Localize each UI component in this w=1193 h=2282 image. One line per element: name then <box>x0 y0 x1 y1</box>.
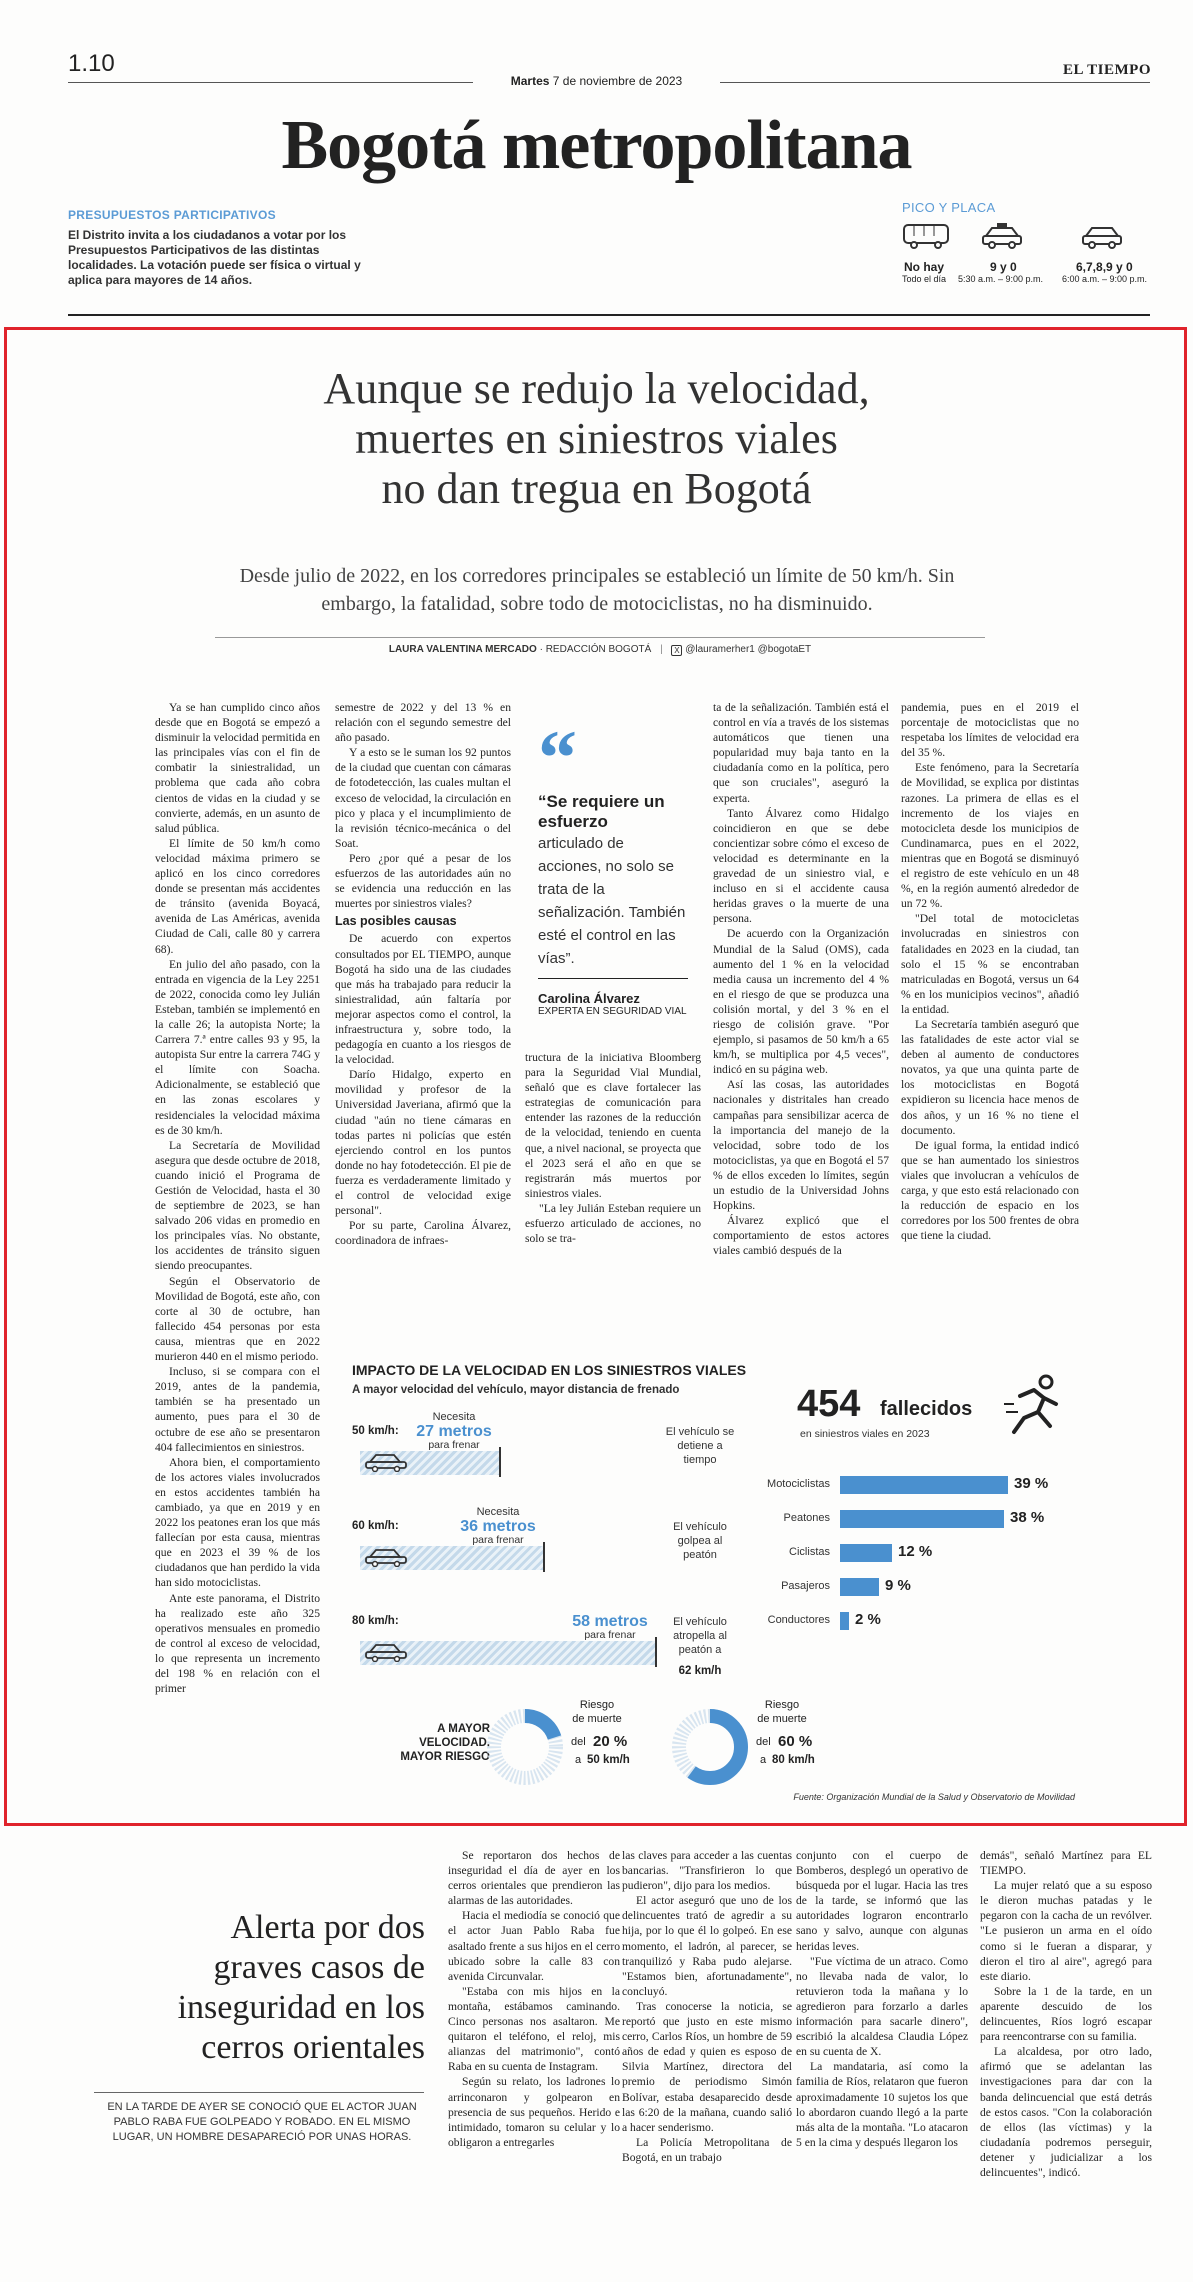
need-text: Necesita <box>476 1506 520 1518</box>
brake-text: para frenar <box>472 1534 524 1546</box>
section-title: Bogotá metropolitana <box>281 107 912 184</box>
second-col-2 <box>622 1848 792 2268</box>
car-icon <box>364 1547 408 1567</box>
quote-name: Carolina Álvarez <box>538 991 640 1006</box>
bar-category-label: Motociclistas <box>767 1478 830 1490</box>
byline-sep: | <box>660 644 663 655</box>
meters-value: 27 metros <box>416 1423 492 1440</box>
risk-title: Riesgo <box>579 1699 615 1711</box>
article-col-2 <box>335 700 511 1360</box>
second-col-1 <box>448 1848 620 2268</box>
second-headline-l3: inseguridad en los <box>177 1989 425 2026</box>
speed-label: 80 km/h: <box>352 1615 399 1627</box>
paragraph: Ante este panorama, el Distrito ha realizado este año 325 operativos mensuales en promedio de control al exceso de velocidad, lo que representa un incremento del 198 % en relación con el primer <box>155 1591 320 1696</box>
taxi-icon <box>980 222 1024 250</box>
outcome-text: El vehículo atropella al peatón a <box>673 1616 727 1656</box>
quote-mark-icon: “ <box>538 714 577 801</box>
paragraph: La Secretaría también aseguró que las fatalidades de este actor vial se deben al aumento de conductores novatos, ya que una quinta parte de los motociclistas en Bogotá expidieron su licencia hace menos de dos años, y un 16 % no tiene el documento. <box>901 1017 1079 1137</box>
paragraph: conjunto con el cuerpo de Bomberos, desplegó un operativo de búsqueda por el lugar. Hacia las tres de la tarde, se informó que las autoridades lograron encontrarlo sano y salvo, aunque con algunas heridas leves. <box>796 1849 968 1953</box>
paragraph: pandemia, pues en el 2019 el porcentaje de motociclistas que no respetaba los límites de velocidad era del 35 %. <box>901 701 1079 760</box>
bar-end-marker <box>655 1637 657 1667</box>
risk-at: a <box>760 1754 767 1766</box>
bar <box>840 1510 1004 1528</box>
bar <box>840 1544 892 1562</box>
bar-end-marker <box>543 1542 545 1572</box>
pico-car-sub: 6:00 a.m. – 9:00 p.m. <box>1062 274 1148 284</box>
meters-value: 58 metros <box>572 1613 648 1630</box>
quote-lead: “Se requiere un esfuerzo <box>538 792 665 831</box>
deaths-sub: en siniestros viales en 2023 <box>800 1428 930 1440</box>
source-note: Fuente: Organización Mundial de la Salud y Observatorio de Movilidad <box>793 1792 1075 1802</box>
pico-taxi-sub: 5:30 a.m. – 9:00 p.m. <box>958 274 1044 284</box>
quote-rest: articulado de acciones, no solo se trata de la señalización. También esté el control en las vías”. <box>538 835 686 967</box>
risk-donut <box>480 1702 570 1792</box>
pico-bus-sub: Todo el día <box>902 274 947 284</box>
paragraph: En julio del año pasado, con la entrada en vigencia de la Ley 2251 de 2022, conocida como ley Julián Esteban, también se implementó en la calle 26; la autopista Norte; la Carrera 7.ª entre calles 93 y 95, la autopista Sur entre la carrera 74G y el límite con Soacha. Adicionalmente, se estableció que en las zonas escolares y residenciales la velocidad máxima es de 30 km/h. <box>155 957 320 1137</box>
x-icon: X <box>671 645 682 656</box>
infographic-subtitle: A mayor velocidad del vehículo, mayor distancia de frenado <box>352 1384 680 1396</box>
paragraph: "Del total de motocicletas involucradas en siniestros con fatalidades en 2023 en la ciudad, tan solo el 15 % se encontraban matriculadas en Bogotá, versus un 64 % en los municipios vecinos", añadió la entidad. <box>901 912 1079 1016</box>
car-icon <box>364 1642 408 1662</box>
byline-rule <box>215 637 985 638</box>
bar-value-label: 12 % <box>898 1543 933 1560</box>
paragraph: Darío Hidalgo, experto en movilidad y profesor de la Universidad Javeriana, afirmó que la ciudad "aún no tiene cámaras en todas partes ni policías que estén ejerciendo control en los puntos donde no hay fotodetección. El pie de fuerza es verdaderamente limitado y el control de velocidad exige personal". <box>335 1068 511 1218</box>
header-rule-left <box>68 82 473 83</box>
paragraph: El límite de 50 km/h como velocidad máxima primero se aplicó en los cinco corredores donde se presentan más accidentes de tránsito (avenida Boyacá, avenida de Las Américas, avenida Ciudad de Cali, calle 80 y carrera 68). <box>155 836 320 956</box>
date-rest: 7 de noviembre de 2023 <box>552 74 683 88</box>
paragraph: Incluso, si se compara con el 2019, antes de la pandemia, también se ha presentado un aumento, pues para el 30 de octubre de ese año se presentaron 404 fallecimientos en siniestros. <box>155 1365 320 1454</box>
paragraph: La Secretaría de Movilidad asegura que desde octubre de 2018, cuando inició el Programa de Gestión de Velocidad, hasta el 30 de septiembre de 2023, se han salvado 206 vidas en promedio en los principales vías. No obstante, los accidentes de tránsito siguen siendo preocupantes. <box>155 1138 320 1273</box>
risk-title-2: de muerte <box>572 1713 622 1725</box>
bar-value-label: 9 % <box>885 1577 911 1594</box>
brand-logo: EL TIEMPO <box>1063 62 1151 78</box>
bar-category-label: Conductores <box>767 1614 830 1626</box>
quote-rule <box>538 978 688 979</box>
risk-pct: 20 % <box>593 1733 628 1750</box>
header-rule-right <box>720 82 1150 83</box>
second-headline-l4: cerros orientales <box>201 2029 425 2066</box>
pull-quote <box>538 714 688 1017</box>
victims-bar-chart <box>750 1476 1080 1646</box>
article-deck: Desde julio de 2022, en los corredores principales se estableció un límite de 50 km/h. Sin embargo, la fatalidad, sobre todo de motociclistas, no ha disminuido. <box>239 565 955 615</box>
second-col-3 <box>796 1848 968 2268</box>
outcome-text: El vehículo golpea al peatón <box>673 1521 727 1561</box>
page-date <box>473 74 720 88</box>
bar-value-label: 38 % <box>1010 1509 1045 1526</box>
infographic <box>350 1362 1080 1812</box>
pico-taxi-label: 9 y 0 <box>990 260 1017 274</box>
brake-text: para frenar <box>584 1629 636 1641</box>
meters-value: 36 metros <box>460 1518 536 1535</box>
paragraph: las claves para acceder a las cuentas bancarias. "Transfirieron lo que pudieron", dijo para los medios. <box>622 1849 792 1893</box>
section-divider <box>68 314 1150 316</box>
article-headline <box>0 364 1193 514</box>
risk-label-l1: A MAYOR VELOCIDAD, <box>419 1723 490 1749</box>
page-number: 1.10 <box>68 50 115 77</box>
bar-category-label: Pasajeros <box>781 1580 830 1592</box>
paragraph: Tras conocerse la noticia, se reportó que justo en este mismo cerro, Carlos Ríos, un hombre de 59 años de edad y quien es esposo de Silvia Martínez, directora del premio de periodismo Simón Bolívar, estaba desaparecido desde las 6:20 de la mañana, cuando salió a hacer senderismo. <box>622 1999 792 2134</box>
promo-kicker: PRESUPUESTOS PARTICIPATIVOS <box>68 208 276 222</box>
headline-line-2: muertes en siniestros viales <box>355 414 838 463</box>
risk-title-2: de muerte <box>757 1713 807 1725</box>
paragraph: La mandataria, así como la familia de Ríos, relataron que fueron aproximadamente 10 sujetos los que lo abordaron cuando llegó a la parte más alta de la montaña. "Lo atacaron 5 en la cima y después llegaron los <box>796 2060 968 2149</box>
car-icon <box>1080 222 1124 250</box>
risk-label-l2: MAYOR RIESGO <box>400 1751 490 1763</box>
paragraph: De igual forma, la entidad indicó que se han aumentado los siniestros viales que involucran a vehículos de carga, y que esto está relacionado con la reducción de espacio en los corredores por los 500 frentes de obra que tiene la ciudad. <box>901 1138 1079 1243</box>
risk-title: Riesgo <box>764 1699 800 1711</box>
pico-title: PICO Y PLACA <box>902 200 996 215</box>
second-headline <box>80 1908 425 2068</box>
paragraph: El actor aseguró que uno de los delincuentes trató de agredir a su hija, por lo que él lo golpeó. En ese momento, el ladrón, al parecer, se tranquilizó y Raba pudo alejarse. "Estamos bien, afortunadamente", concluyó. <box>622 1894 792 1998</box>
paragraph: Sobre la 1 de la tarde, en un aparente descuido de los delincuentes, Ríos logró escapar para reencontrarse con su familia. <box>980 1984 1152 2044</box>
speed-label: 60 km/h: <box>352 1520 399 1532</box>
quote-role: EXPERTA EN SEGURIDAD VIAL <box>538 1006 687 1017</box>
bar <box>840 1612 849 1630</box>
risk-speed: 50 km/h <box>587 1754 630 1766</box>
risk-del: del <box>756 1736 771 1748</box>
runner-icon <box>1002 1374 1064 1436</box>
brake-text: para frenar <box>428 1439 480 1451</box>
byline <box>215 644 985 656</box>
paragraph: La Policía Metropolitana de Bogotá, en un trabajo <box>622 2135 792 2164</box>
second-headline-l1: Alerta por dos <box>230 1909 425 1946</box>
article-col-4 <box>713 700 889 1360</box>
risk-del: del <box>571 1736 586 1748</box>
pico-bus-label: No hay <box>904 260 945 274</box>
speed-label: 50 km/h: <box>352 1425 399 1437</box>
bar-end-marker <box>499 1447 501 1477</box>
infographic-title: IMPACTO DE LA VELOCIDAD EN LOS SINIESTROS VIALES <box>352 1362 747 1378</box>
bar <box>840 1578 879 1596</box>
risk-at: a <box>575 1754 582 1766</box>
paragraph: ta de la señalización. También está el control en vía a través de los sistemas automáticos que tienen una popularidad muy baja tanto en la ciudadanía como en la política, pero que son cruciales", aseguró la experta. <box>713 701 889 805</box>
deaths-number: 454 <box>797 1383 861 1425</box>
article-col-1 <box>155 700 320 1806</box>
outcome-text: El vehículo se detiene a tiempo <box>665 1426 735 1466</box>
bus-icon <box>902 222 952 250</box>
paragraph: demás", señaló Martínez para EL TIEMPO. <box>980 1849 1152 1878</box>
paragraph: tructura de la iniciativa Bloomberg para la Seguridad Vial Mundial, señaló que es clave fortalecer las estrategias de comunicación para entender las razones de la reducción de la velocidad, teniendo en cuenta que, a nivel nacional, se proyecta que el 2023 será el año en que se registrarán más muertos por siniestros viales. <box>525 1051 701 1200</box>
second-rule <box>94 2092 424 2093</box>
bar-value-label: 2 % <box>855 1611 881 1628</box>
paragraph: Según su relato, los ladrones lo arrinconaron y golpearon en presencia de sus pequeños. Herido e intimidado, tomaron su celular y lo obligaron a entregarles <box>448 2075 620 2149</box>
paragraph: Según el Observatorio de Movilidad de Bogotá, este año, con corte al 30 de octubre, han fallecido 454 personas por esta causa, mientras que en 2022 murieron 440 en el mismo periodo. <box>155 1274 320 1364</box>
headline-line-3: no dan tregua en Bogotá <box>381 464 812 513</box>
risk-pct: 60 % <box>778 1733 813 1750</box>
risk-donut <box>665 1702 755 1792</box>
paragraph: semestre de 2022 y del 13 % en relación con el segundo semestre del año pasado. <box>335 701 511 745</box>
paragraph: Ya se han cumplido cinco años desde que en Bogotá se empezó a disminuir la velocidad permitida en las principales vías con el fin de combatir la siniestralidad, un problema que cada año cobra cientos de vidas en la ciudad y se convierte, además, en un asunto de salud pública. <box>155 701 320 835</box>
byline-social: @lauramerher1 @bogotaET <box>685 644 812 655</box>
second-lede: EN LA TARDE DE AYER SE CONOCIÓ QUE EL ACTOR JUAN PABLO RABA FUE GOLPEADO Y ROBADO. EN EL MISMO LUGAR, UN HOMBRE DESAPARECIÓ POR UNAS HORAS. <box>107 2101 417 2143</box>
paragraph: De acuerdo con expertos consultados por EL TIEMPO, aunque Bogotá ha sido una de las ciudades que más ha trabajado para reducir la siniestralidad, aún faltaría por mejorar aspectos como el control, la infraestructura y, sobre todo, la pedagogía en cuanto a los riesgos de la velocidad. <box>335 932 511 1067</box>
paragraph: La alcaldesa, por otro lado, afirmó que se adelantan las investigaciones para dar con la banda delincuencial que está detrás de estos casos. "Con la colaboración de ellos (las víctimas) y la ciudadanía podremos perseguir, detener y judicializar a los delincuentes", indicó. <box>980 2045 1152 2179</box>
risk-label <box>390 1722 490 1764</box>
risk-speed: 80 km/h <box>772 1754 815 1766</box>
paragraph: Y a esto se le suman los 92 puntos de la ciudad que cuentan con cámaras de fotodetección, las cuales multan el exceso de velocidad, la circulación en pico y placa y el incumplimiento de la revisión técnico-mecánica o del Soat. <box>335 746 511 850</box>
subheading: Las posibles causas <box>335 914 457 929</box>
paragraph: Tanto Álvarez como Hidalgo coincidieron en que se debe concientizar sobre cómo el exceso de velocidad es determinante en la gravedad de un siniestro vial, e incluso en si el accidente causa heridas graves o la muerte de una persona. <box>713 806 889 926</box>
bar-category-label: Ciclistas <box>789 1546 830 1558</box>
paragraph: Se reportaron dos hechos de inseguridad el día de ayer en los cerros orientales que prendieron las alarmas de las autoridades. <box>448 1849 620 1908</box>
paragraph: Ahora bien, el comportamiento de los actores viales involucrados en estos accidentes también ha cambiado, ya que en 2019 y en 2022 los peatones eran los que más fallecían por esta causa, mientras que en 2023 el 39 % de los ciudadanos que han perdido la vida han sido motociclistas. <box>155 1455 320 1590</box>
car-icon <box>364 1452 408 1472</box>
outcome-speed: 62 km/h <box>678 1665 722 1677</box>
bar-value-label: 39 % <box>1014 1475 1049 1492</box>
second-col-4 <box>980 1848 1152 2268</box>
paragraph: "Estaba con mis hijos en la montaña, estábamos caminando. Cinco personas nos asaltaron. Me quitaron el teléfono, el reloj, mis alianzas del matrimonio", contó Raba en su cuenta de Instagram. <box>448 1984 620 2074</box>
promo-text: El Distrito invita a los ciudadanos a votar por los Presupuestos Participativos de las distintas localidades. La votación puede ser física o virtual y aplica para mayores de 14 años. <box>68 228 361 287</box>
bar-category-label: Peatones <box>783 1512 830 1524</box>
paragraph: La mujer relató que a su esposo le dieron muchas patadas y le pegaron con la cacha de un revólver. "Le pusieron un arma en el oído como si le fueran a disparar, y dieron el tiro al aire", agregó para este diario. <box>980 1879 1152 1983</box>
headline-line-1: Aunque se redujo la velocidad, <box>323 364 870 413</box>
bar <box>840 1476 1008 1494</box>
need-text: Necesita <box>432 1411 476 1423</box>
deaths-word: fallecidos <box>880 1398 973 1420</box>
pico-car-label: 6,7,8,9 y 0 <box>1076 260 1133 274</box>
paragraph: Así las cosas, las autoridades nacionales y distritales han creado campañas para sensibilizar acerca de la importancia del manejo de la velocidad, sobre todo de los motociclistas, ya que en Bogotá el 57 % de ellos exceden lo límites, según un estudio de la Universidad Johns Hopkins. <box>713 1078 889 1213</box>
byline-desk: · REDACCIÓN BOGOTÁ <box>539 644 652 655</box>
paragraph: Pero ¿por qué a pesar de los esfuerzos de las autoridades aún no se evidencia una reducción en las muertes por siniestros viales? <box>335 851 511 911</box>
paragraph: Por su parte, Carolina Álvarez, coordinadora de infraes- <box>335 1219 511 1248</box>
article-col-3 <box>525 1050 701 1360</box>
article-col-5 <box>901 700 1079 1360</box>
paragraph: Hacia el mediodía se conoció que el actor Juan Pablo Raba fue asaltado frente a sus hijos en el cerro ubicado sobre la calle 83 con avenida Circunvalar. <box>448 1909 620 1983</box>
paragraph: De acuerdo con la Organización Mundial de la Salud (OMS), cada aumento del 1 % en la velocidad media causa un incremento del 4 % en el riesgo de que se produzca una colisión mortal, y del 3 % en el riesgo de colisión grave. "Por ejemplo, si pasamos de 50 km/h a 65 km/h, se multiplica por 4,5 veces", indicó en su página web. <box>713 927 889 1077</box>
pico-block <box>900 218 1150 288</box>
byline-name: LAURA VALENTINA MERCADO <box>388 644 537 655</box>
paragraph: Álvarez explicó que el comportamiento de estos actores viales cambió después de la <box>713 1214 889 1258</box>
date-day: Martes <box>510 74 550 88</box>
paragraph: Este fenómeno, para la Secretaría de Movilidad, se explica por distintas razones. La primera de ellas es el incremento de los viajes en motocicleta desde los municipios de Cundinamarca, pues en el 2022, mientras que en Bogotá se disminuyó el registro de este vehículo en un 48 %, en la región aumentó alrededor de un 72 %. <box>901 761 1079 911</box>
paragraph: "Fue víctima de un atraco. Como no llevaba nada de valor, lo retuvieron toda la mañana y lo agredieron para forzarlo a darles información para sacarle dinero", escribió la alcaldesa Claudia López en su cuenta de X. <box>796 1954 968 2059</box>
paragraph: "La ley Julián Esteban requiere un esfuerzo articulado de acciones, no solo se tra- <box>525 1201 701 1246</box>
second-headline-l2: graves casos de <box>213 1949 425 1986</box>
